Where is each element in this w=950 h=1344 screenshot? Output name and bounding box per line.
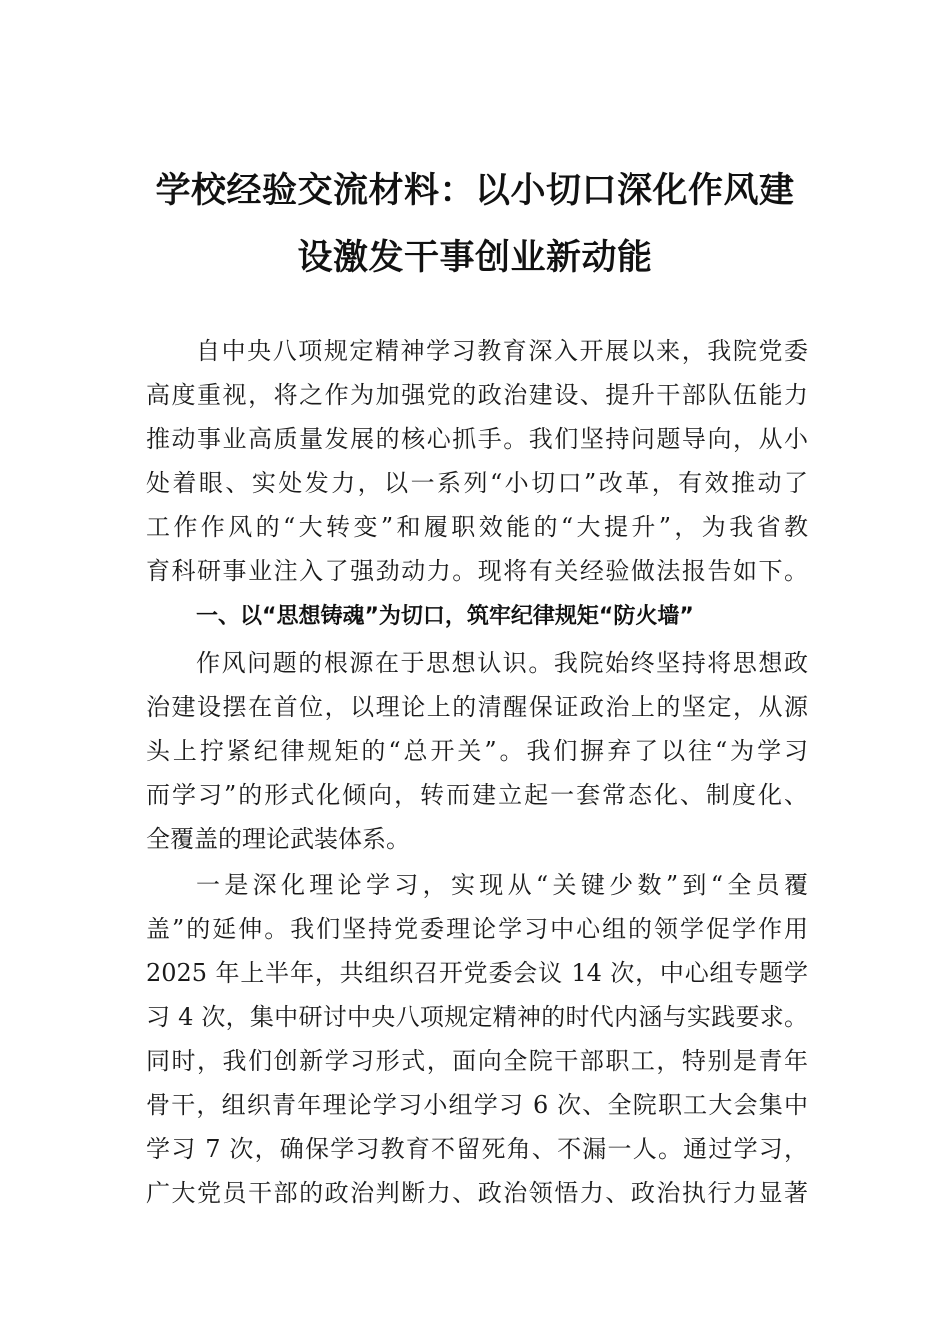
paragraph-1-line-2: 高度重视，将之作为加强党的政治建设、提升干部队伍能力 — [146, 381, 808, 409]
document-title-line-1: 学校经验交流材料：以小切口深化作风建 — [155, 170, 795, 211]
paragraph-1-line-6: 育科研事业注入了强劲动力。现将有关经验做法报告如下。 — [146, 557, 808, 585]
paragraph-2-line-1: 作风问题的根源在于思想认识。我院始终坚持将思想政 — [196, 649, 808, 677]
paragraph-3-line-2: 盖”的延伸。我们坚持党委理论学习中心组的领学促学作用 — [146, 915, 808, 943]
paragraph-3-line-7: 学习 7 次，确保学习教育不留死角、不漏一人。通过学习， — [146, 1135, 808, 1163]
paragraph-3-line-6: 骨干，组织青年理论学习小组学习 6 次、全院职工大会集中 — [146, 1091, 808, 1119]
paragraph-3-line-3: 2025 年上半年，共组织召开党委会议 14 次，中心组专题学 — [146, 959, 808, 987]
paragraph-1-line-3: 推动事业高质量发展的核心抓手。我们坚持问题导向，从小 — [146, 425, 808, 453]
paragraph-2-line-5: 全覆盖的理论武装体系。 — [146, 825, 410, 853]
paragraph-2-line-3: 头上拧紧纪律规矩的“总开关”。我们摒弃了以往“为学习 — [146, 737, 808, 765]
paragraph-3-line-5: 同时，我们创新学习形式，面向全院干部职工，特别是青年 — [146, 1047, 808, 1075]
document-title-line-2: 设激发干事创业新动能 — [297, 237, 653, 278]
paragraph-1-line-1: 自中央八项规定精神学习教育深入开展以来，我院党委 — [196, 337, 808, 365]
paragraph-2-line-4: 而学习”的形式化倾向，转而建立起一套常态化、制度化、 — [146, 781, 808, 809]
paragraph-1-line-5: 工作作风的“大转变”和履职效能的“大提升”，为我省教 — [146, 513, 808, 541]
paragraph-1-line-4: 处着眼、实处发力，以一系列“小切口”改革，有效推动了 — [146, 469, 808, 497]
section-heading-1: 一、以“思想铸魂”为切口，筑牢纪律规矩“防火墙” — [196, 604, 694, 629]
paragraph-3-line-4: 习 4 次，集中研讨中央八项规定精神的时代内涵与实践要求。 — [146, 1003, 808, 1031]
paragraph-3-line-1: 一是深化理论学习，实现从“关键少数”到“全员覆 — [196, 871, 808, 899]
paragraph-3-line-8: 广大党员干部的政治判断力、政治领悟力、政治执行力显著 — [146, 1179, 808, 1207]
paragraph-2-line-2: 治建设摆在首位，以理论上的清醒保证政治上的坚定，从源 — [146, 693, 808, 721]
